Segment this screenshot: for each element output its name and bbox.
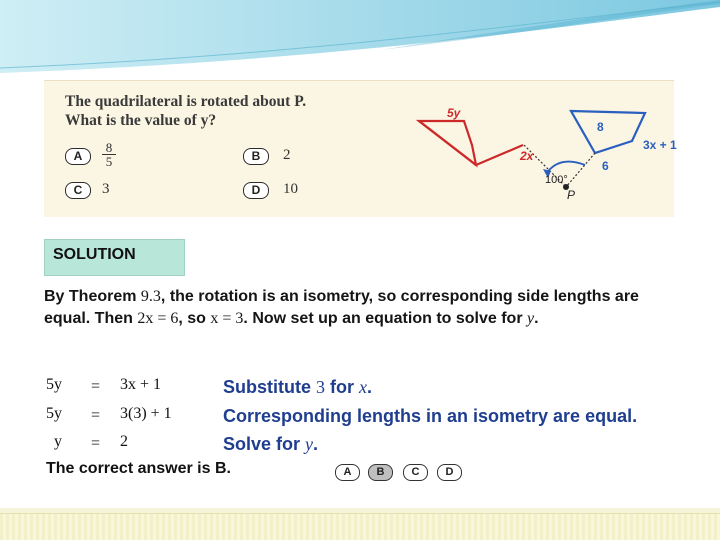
solution-paragraph xyxy=(44,286,684,330)
label-8: 8 xyxy=(597,120,604,134)
paragraph-part-9: . xyxy=(534,310,539,327)
label-6: 6 xyxy=(602,159,609,173)
eq1-lhs: 5y xyxy=(46,376,62,393)
rotated-quadrilateral xyxy=(571,111,645,153)
choice-a-fraction xyxy=(102,141,116,168)
note3-var: y xyxy=(305,434,314,454)
problem-panel xyxy=(44,80,677,217)
answer-badge-a[interactable]: A xyxy=(335,464,360,481)
eq2-lhs: 5y xyxy=(46,405,62,422)
choice-d-value: 10 xyxy=(283,181,298,197)
eq2-rhs: 3(3) + 1 xyxy=(120,405,172,422)
label-5y: 5y xyxy=(447,106,461,120)
choice-c-badge[interactable]: C xyxy=(65,182,91,199)
original-side-2x xyxy=(476,145,523,165)
note1-for: for xyxy=(325,377,359,397)
note1-var: x xyxy=(359,377,367,397)
note1-text: Substitute xyxy=(223,377,316,397)
eq1-rhs: 3x + 1 xyxy=(120,376,162,393)
choice-b-badge[interactable]: B xyxy=(243,148,269,165)
paragraph-part-3: , the rotation is an isometry, so corresponding side lengths are equal. Then xyxy=(44,288,639,327)
label-2x: 2x xyxy=(520,149,534,163)
paragraph-part-7: . Now set up an equation to solve for xyxy=(243,310,527,327)
solution-label: SOLUTION xyxy=(44,239,185,276)
answer-badge-b[interactable]: B xyxy=(368,464,393,481)
note-substitute xyxy=(223,377,372,398)
eq1-equals: = xyxy=(91,378,101,395)
eq3-lhs: y xyxy=(54,433,62,450)
note3-text: Solve for xyxy=(223,434,306,454)
footer-strip-decoration xyxy=(0,513,720,540)
label-angle: 100° xyxy=(545,174,568,186)
choice-a-numerator: 8 xyxy=(102,141,116,155)
note-solve xyxy=(223,434,318,455)
choice-a-denominator: 5 xyxy=(105,154,113,169)
note1-value: 3 xyxy=(316,377,325,397)
correct-answer-text: The correct answer is B. xyxy=(46,460,231,477)
answer-badge-d[interactable]: D xyxy=(437,464,462,481)
note3-period: . xyxy=(313,434,319,454)
choice-a-badge[interactable]: A xyxy=(65,148,91,165)
choice-c-value: 3 xyxy=(102,181,110,197)
choice-d-badge[interactable]: D xyxy=(243,182,269,199)
label-p: P xyxy=(567,188,576,202)
note1-period: . xyxy=(367,377,373,397)
theorem-number: 9.3 xyxy=(140,288,161,305)
label-3x-plus-1: 3x + 1 xyxy=(643,138,677,152)
eq3-rhs: 2 xyxy=(120,433,128,450)
paragraph-part-1: By Theorem xyxy=(44,288,141,305)
var-y: y xyxy=(527,310,535,327)
rotation-figure xyxy=(409,85,677,215)
expr-2x-equals-6: 2x = 6 xyxy=(137,310,179,327)
question-line-1: The quadrilateral is rotated about P. xyxy=(65,93,307,110)
expr-x-equals-3: x = 3 xyxy=(210,310,244,327)
eq3-equals: = xyxy=(91,435,101,452)
choice-b-value: 2 xyxy=(283,147,291,163)
eq2-equals: = xyxy=(91,407,101,424)
note-corresponding-lengths: Corresponding lengths in an isometry are equal. xyxy=(223,406,638,426)
answer-badge-c[interactable]: C xyxy=(403,464,428,481)
ray-to-image xyxy=(566,153,595,187)
header-swoosh-decoration xyxy=(0,0,720,80)
paragraph-part-5: , so xyxy=(178,310,211,327)
question-line-2: What is the value of y? xyxy=(65,112,217,129)
